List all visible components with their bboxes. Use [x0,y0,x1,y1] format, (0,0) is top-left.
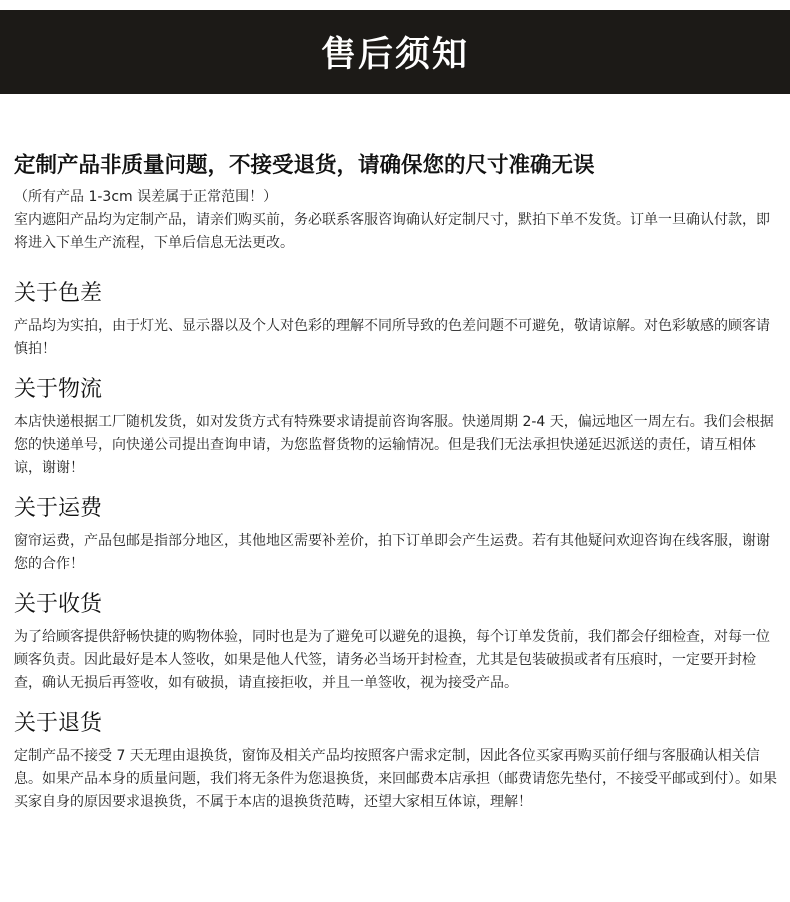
section-returns [14,707,779,814]
section-heading: 关于退货 [14,711,103,736]
notice-content [14,150,779,814]
section-paragraph: 本店快递根据工厂随机发货，如对发货方式有特殊要求请提前咨询客服。快递周期 2-4 天，偏远地区一周左右。我们会根据您的快递单号，向快递公司提出查询申请，为您监督货物的运输情况。但是我们无法承担快递延迟派送的责任，请互相体谅，谢谢！ [14,414,774,476]
intro-heading: 定制产品非质量问题，不接受退货，请确保您的尺寸准确无误 [14,153,595,178]
section-color-difference [14,277,779,361]
section-heading: 关于收货 [14,592,103,617]
section-heading: 关于物流 [14,377,103,402]
section-paragraph: 窗帘运费，产品包邮是指部分地区，其他地区需要补差价，拍下订单即会产生运费。若有其他疑问欢迎咨询在线客服，谢谢您的合作！ [14,533,770,572]
section-paragraph: 定制产品不接受 7 天无理由退换货，窗饰及相关产品均按照客户需求定制，因此各位买家再购买前仔细与客服确认相关信息。如果产品本身的质量问题，我们将无条件为您退换货，来回邮费本店承担（邮费请您先垫付，不接受平邮或到付）。如果买家自身的原因要求退换货，不属于本店的退换货范畴，还望大家相互体谅，理解！ [14,748,777,810]
section-receiving [14,588,779,695]
section-logistics [14,373,779,480]
intro-block [14,150,779,255]
section-paragraph: 产品均为实拍，由于灯光、显示器以及个人对色彩的理解不同所导致的色差问题不可避免，敬请谅解。对色彩敏感的顾客请慎拍！ [14,318,770,357]
intro-paragraph: 室内遮阳产品均为定制产品，请亲们购买前，务必联系客服咨询确认好定制尺寸，默拍下单不发货。订单一旦确认付款，即将进入下单生产流程，下单后信息无法更改。 [14,212,770,251]
section-heading: 关于色差 [14,281,103,306]
tolerance-note: （所有产品 1-3cm 误差属于正常范围！） [14,189,278,205]
page-title: 售后须知 [320,34,469,75]
section-shipping-fee [14,492,779,576]
title-banner [0,10,790,94]
section-paragraph: 为了给顾客提供舒畅快捷的购物体验，同时也是为了避免可以避免的退换，每个订单发货前，我们都会仔细检查，对每一位顾客负责。因此最好是本人签收，如果是他人代签，请务必当场开封检查，尤其是包装破损或者有压痕时，一定要开封检查，确认无损后再签收，如有破损，请直接拒收，并且一单签收，视为接受产品。 [14,629,770,691]
section-heading: 关于运费 [14,496,103,521]
